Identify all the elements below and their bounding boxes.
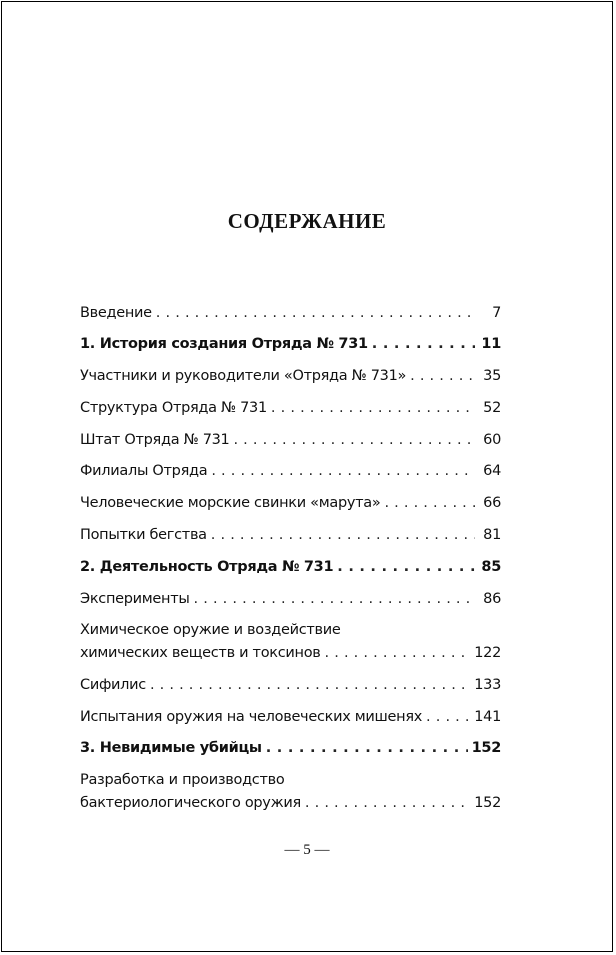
toc-entry-chapter-2	[80, 556, 501, 578]
dot-leader	[156, 302, 475, 324]
toc-entry-page: 133	[474, 677, 501, 693]
page-title: СОДЕРЖАНИЕ	[227, 209, 387, 233]
dot-leader	[337, 556, 475, 578]
dot-leader	[325, 642, 471, 664]
toc-entry-bacteriological-weapons	[80, 769, 501, 814]
toc-entry-branches	[80, 460, 501, 482]
toc-entry-experiments	[80, 588, 501, 610]
toc-entry-participants	[80, 365, 501, 387]
toc-entry-escape-attempts	[80, 524, 501, 546]
toc-entry-chemical-weapons	[80, 619, 501, 664]
toc-entry-page: 122	[474, 645, 501, 661]
dot-leader	[211, 460, 475, 482]
toc-entry-introduction	[80, 302, 501, 324]
toc-entry-page: 60	[483, 432, 501, 448]
toc-entry-page: 152	[474, 795, 501, 811]
toc-entry-page: 141	[474, 709, 501, 725]
dot-leader	[372, 333, 475, 355]
dot-leader	[410, 365, 475, 387]
toc-entry-page: 7	[492, 305, 501, 321]
dot-leader	[194, 588, 475, 610]
dot-leader	[150, 674, 470, 696]
toc-entry-text: 2. Деятельность Отряда № 731	[80, 559, 334, 575]
dot-leader	[305, 792, 470, 814]
toc-entry-text: Введение	[80, 305, 152, 321]
toc-entry-text: Эксперименты	[80, 591, 190, 607]
toc-entry-maruta	[80, 492, 501, 514]
toc-entry-text: Испытания оружия на человеческих мишенях	[80, 709, 423, 725]
toc-entry-chapter-3	[80, 737, 501, 759]
toc-entry-text-line1: Химическое оружие и воздействие	[80, 622, 341, 638]
toc-entry-page: 66	[483, 495, 501, 511]
toc-entry-page: 152	[471, 740, 501, 756]
toc-entry-text: Участники и руководители «Отряда № 731»	[80, 368, 407, 384]
toc-entry-page: 86	[483, 591, 501, 607]
toc-entry-page: 81	[483, 527, 501, 543]
toc-entry-syphilis	[80, 674, 501, 696]
dot-leader	[271, 397, 475, 419]
toc-entry-text: 3. Невидимые убийцы	[80, 740, 262, 756]
toc-entry-text: бактериологического оружия	[80, 795, 301, 811]
toc-entry-text: Сифилис	[80, 677, 146, 693]
dot-leader	[211, 524, 475, 546]
toc-entry-page: 35	[483, 368, 501, 384]
toc-entry-text: 1. История создания Отряда № 731	[80, 336, 368, 352]
dot-leader	[233, 429, 475, 451]
dot-leader	[384, 492, 475, 514]
toc-entry-text: Филиалы Отряда	[80, 463, 208, 479]
toc-entry-page: 11	[481, 336, 501, 352]
toc-entry-structure	[80, 397, 501, 419]
toc-entry-text-line1: Разработка и производство	[80, 772, 285, 788]
toc-entry-text: химических веществ и токсинов	[80, 645, 321, 661]
toc-entry-chapter-1	[80, 333, 501, 355]
toc-entry-page: 85	[481, 559, 501, 575]
page-number-footer: — 5 —	[284, 842, 330, 858]
toc-entry-text: Попытки бегства	[80, 527, 207, 543]
toc-entry-text: Структура Отряда № 731	[80, 400, 267, 416]
toc-entry-text: Штат Отряда № 731	[80, 432, 230, 448]
toc-entry-page: 52	[483, 400, 501, 416]
toc-entry-weapon-tests	[80, 706, 501, 728]
toc-entry-page: 64	[483, 463, 501, 479]
toc-entry-text: Человеческие морские свинки «марута»	[80, 495, 381, 511]
dot-leader	[266, 737, 468, 759]
toc-entry-staff	[80, 429, 501, 451]
dot-leader	[426, 706, 470, 728]
book-page	[1, 1, 613, 952]
